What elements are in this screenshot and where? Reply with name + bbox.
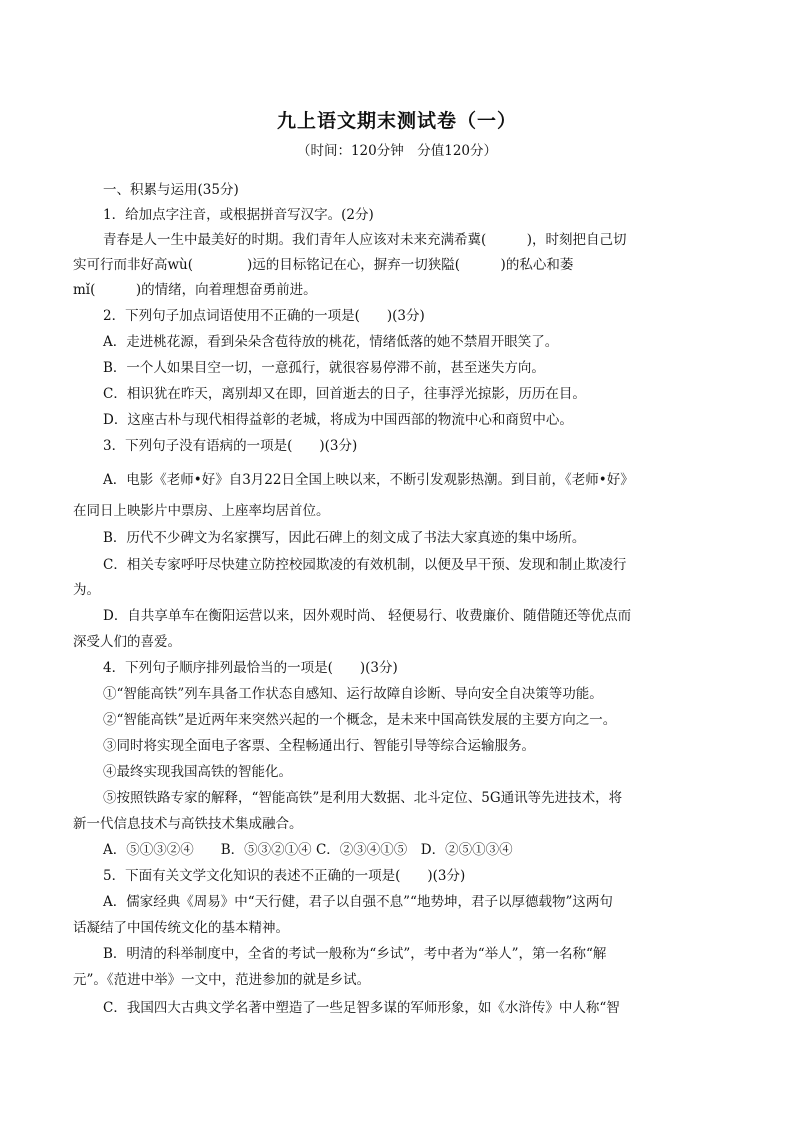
option-a: A．电影《老师•好》自3月22日全国上映以来，不断引发观影热潮。到目前，《老师•好》 bbox=[103, 472, 634, 488]
question-stem: 5．下面有关文学文化知识的表述不正确的一项是( )(3分) bbox=[103, 868, 466, 884]
option-a: A．走进桃花源，看到朵朵含苞待放的桃花，情绪低落的她不禁眉开眼笑了。 bbox=[103, 334, 559, 350]
text-line: 元”。《范进中举》一文中，范进参加的就是乡试。 bbox=[73, 972, 371, 988]
option-a: A．儒家经典《周易》中“天行健，君子以自强不息”“地势坤，君子以厚德载物”这两句 bbox=[103, 894, 613, 910]
sentence-2: ②“智能高铁”是近两年来突然兴起的一个概念，是未来中国高铁发展的主要方向之一。 bbox=[103, 712, 617, 728]
question-stem: 1．给加点字注音，或根据拼音写汉字。(2分) bbox=[103, 207, 374, 223]
question-stem: 4．下列句子顺序排列最恰当的一项是( )(3分) bbox=[103, 660, 398, 676]
sentence-3: ③同时将实现全面电子客票、全程畅通出行、智能引导等综合运输服务。 bbox=[103, 738, 535, 754]
option-b: B．历代不少碑文为名家撰写，因此石碑上的刻文成了书法大家真迹的集中场所。 bbox=[103, 530, 586, 546]
option-d: D．自共享单车在衡阳运营以来，因外观时尚、 轻便易行、收费廉价、随借随还等优点而 bbox=[103, 608, 632, 624]
text-line: 实可行而非好高wù( )远的目标铭记在心，摒弃一切狭隘( )的私心和萎 bbox=[73, 257, 574, 273]
option-d: D．这座古朴与现代相得益彰的老城，将成为中国西部的物流中心和商贸中心。 bbox=[103, 412, 573, 428]
text-line: 在同日上映影片中票房、上座率均居首位。 bbox=[73, 503, 330, 519]
text-line: 为。 bbox=[73, 582, 100, 598]
option-c: C．相关专家呼吁尽快建立防控校园欺凌的有效机制，以便及早干预、发现和制止欺凌行 bbox=[103, 557, 627, 573]
page-subtitle: （时间：120分钟 分值120分） bbox=[296, 143, 498, 159]
sentence-4: ④最终实现我国高铁的智能化。 bbox=[103, 764, 292, 780]
question-stem: 2．下列句子加点词语使用不正确的一项是( )(3分) bbox=[103, 308, 425, 324]
text-line: 话凝结了中国传统文化的基本精神。 bbox=[73, 920, 289, 936]
page-title: 九上语文期末测试卷（一） bbox=[276, 110, 517, 132]
option-c: C．相识犹在昨天，离别却又在即，回首逝去的日子，往事浮光掠影，历历在目。 bbox=[103, 386, 586, 402]
section-heading: 一、积累与运用(35分) bbox=[103, 182, 239, 198]
answer-options: A．⑤①③②④ B．⑤③②①④ C．②③④①⑤ D．②⑤①③④ bbox=[103, 842, 513, 858]
option-c: C．我国四大古典文学名著中塑造了一些足智多谋的军师形象，如《水浒传》中人称“智 bbox=[103, 1000, 620, 1016]
option-b: B．明清的科举制度中，全省的考试一般称为“乡试”，考中者为“举人”，第一名称“解 bbox=[103, 946, 607, 962]
text-line: 新一代信息技术与高铁技术集成融合。 bbox=[73, 816, 303, 832]
sentence-1: ①“智能高铁”列车具备工作状态自感知、运行故障自诊断、导向安全自决策等功能。 bbox=[103, 686, 603, 702]
text-line: 青春是人一生中最美好的时期。我们青年人应该对未来充满希冀( )，时刻把自己切 bbox=[103, 232, 627, 248]
text-line: 深受人们的喜爱。 bbox=[73, 634, 181, 650]
sentence-5: ⑤按照铁路专家的解释，“智能高铁”是利用大数据、北斗定位、5G通讯等先进技术，将 bbox=[103, 790, 623, 806]
text-line: mǐ( )的情绪，向着理想奋勇前进。 bbox=[73, 282, 317, 298]
option-b: B．一个人如果目空一切，一意孤行，就很容易停滞不前，甚至迷失方向。 bbox=[103, 360, 545, 376]
question-stem: 3．下列句子没有语病的一项是( )(3分) bbox=[103, 438, 358, 454]
